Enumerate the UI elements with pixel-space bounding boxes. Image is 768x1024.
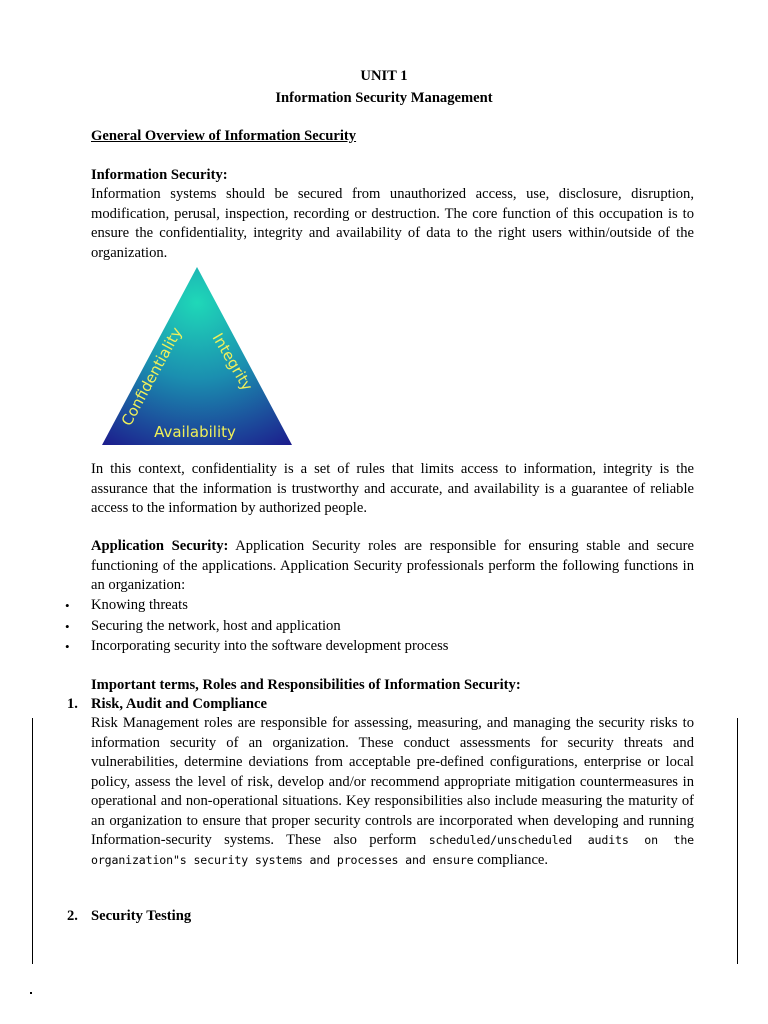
- unit-title: Information Security Management: [275, 90, 493, 106]
- right-margin-rule: [737, 718, 738, 964]
- cia-triad-figure: [100, 265, 294, 447]
- item-number: 1.: [67, 696, 78, 712]
- numbered-heading-security-testing: [67, 907, 191, 927]
- unit-label: UNIT 1: [360, 68, 408, 84]
- triad-label-bottom: Availability: [154, 423, 236, 441]
- cia-triangle: [100, 265, 294, 447]
- information-security-paragraph: Information systems should be secured from unauthorized access, use, disclosure, disruption, modification, perusal, inspection, recording or destruction. The core function of this occupation is to ensure the confidentiality, integrity and availability of data to the right users within/outside of the organization.: [91, 186, 694, 261]
- bullet-text: Knowing threats: [91, 597, 188, 613]
- terms-heading: Important terms, Roles and Responsibilities of Information Security:: [91, 677, 521, 693]
- list-item: [63, 617, 703, 638]
- risk-text-main: Risk Management roles are responsible for assessing, measuring, and managing the security risks to information security of an organization. These conduct assessments for security threats and vulnerabilities, determine deviations from acceptable pre-defined configurations, enterprise or local policy, assess the level of risk, develop and/or recommend appropriate mitigation countermeasures in operational and non-operational situations. Key responsibilities also include measuring the maturity of an organization to ensure that proper security controls are incorporated when developing and running Information-security systems. These also perform: [91, 715, 694, 848]
- item-title: Security Testing: [91, 908, 192, 924]
- bullet-text: Incorporating security into the software development process: [91, 638, 449, 654]
- risk-text-audits: scheduled/unscheduled audits on the organization"s security systems and processes and ensure: [91, 833, 694, 867]
- risk-text-end: compliance.: [477, 851, 549, 868]
- application-security-paragraph: [91, 537, 694, 596]
- numbered-heading-risk: [67, 695, 267, 715]
- list-item: [63, 596, 703, 617]
- item-title: Risk, Audit and Compliance: [91, 696, 267, 712]
- bullet-icon: •: [65, 598, 70, 613]
- left-margin-rule: [32, 718, 33, 964]
- application-security-text: Application Security roles are responsible for ensuring stable and secure functioning of the applications. Application Security professionals perform the following functions in an organization:: [91, 538, 694, 593]
- item-number: 2.: [67, 908, 78, 924]
- list-item: [63, 637, 703, 658]
- page-speck: [30, 992, 32, 994]
- bullet-icon: •: [65, 618, 70, 634]
- overview-heading: General Overview of Information Security: [91, 128, 357, 144]
- triad-label-left: Confidentiality: [117, 324, 186, 429]
- context-paragraph: In this context, confidentiality is a set of rules that limits access to information, integrity is the assurance that the information is trustworthy and accurate, and availability is a guarantee of reliable access to the information by authorized people.: [91, 461, 694, 516]
- triad-label-right: Integrity: [208, 329, 257, 394]
- information-security-heading: Information Security:: [91, 167, 228, 183]
- overview-heading-wrap: [91, 127, 694, 147]
- bullet-icon: •: [65, 639, 70, 654]
- application-security-bullets: [63, 596, 703, 658]
- bullet-text: Securing the network, host and application: [91, 617, 341, 634]
- application-security-heading: Application Security:: [91, 538, 229, 554]
- risk-paragraph: [91, 714, 694, 870]
